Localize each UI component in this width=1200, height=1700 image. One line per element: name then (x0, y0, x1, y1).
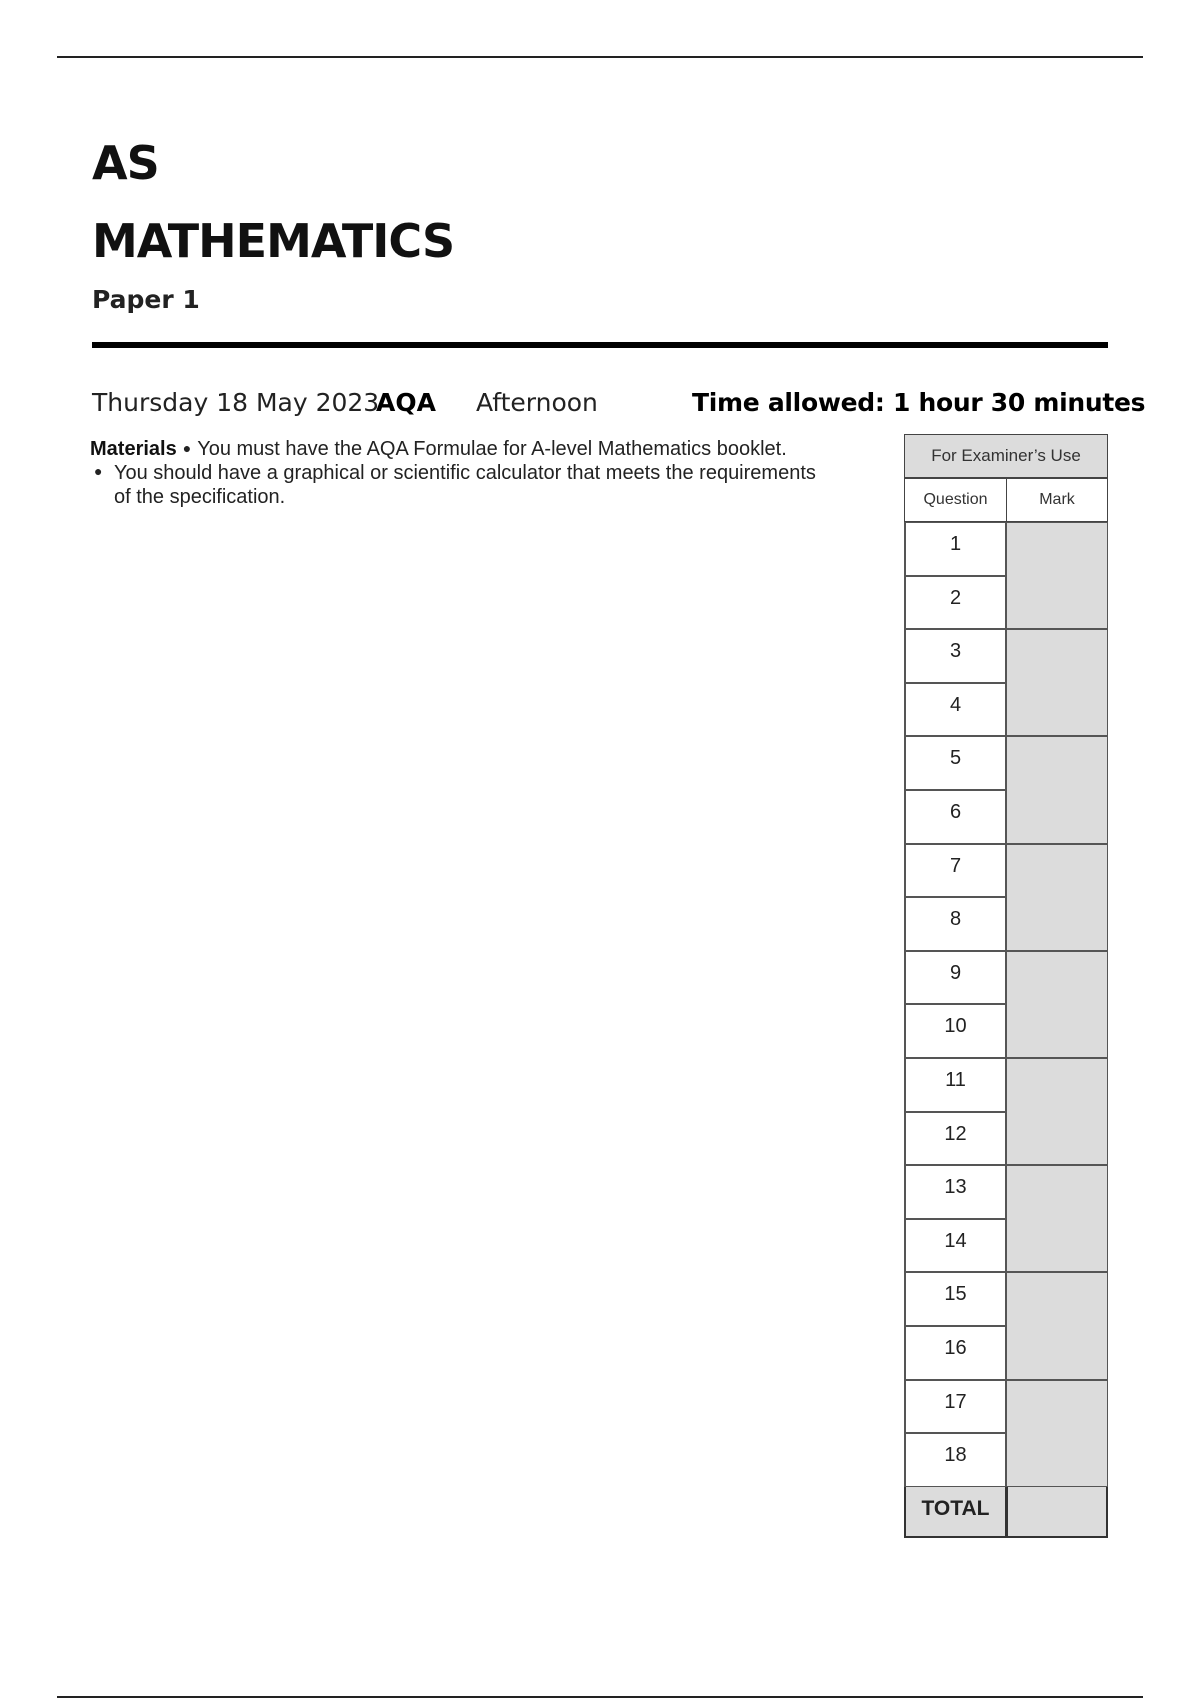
question-number: 3 (949, 640, 962, 663)
exam-session: Afternoon (476, 388, 598, 417)
title-divider (92, 342, 1108, 348)
question-number-cell (904, 1112, 1007, 1166)
question-number: 4 (949, 693, 962, 716)
bullet-icon: ● (94, 463, 103, 479)
materials-section (90, 436, 900, 509)
question-number-cell (904, 790, 1007, 844)
materials-item: You must have the AQA Formulae for A-level Mathematics booklet. (197, 438, 787, 460)
question-number: 18 (944, 1444, 967, 1467)
top-rule (57, 56, 1143, 58)
question-number: 15 (944, 1283, 967, 1306)
mark-cell[interactable] (1006, 951, 1108, 1058)
total-label (904, 1484, 1007, 1538)
question-number: 1 (949, 533, 962, 555)
question-number-cell (904, 951, 1007, 1005)
mark-cell[interactable] (1006, 736, 1108, 843)
question-number-cell (904, 1058, 1007, 1112)
mark-cell[interactable] (1006, 1380, 1108, 1487)
question-number-cell (904, 576, 1007, 630)
question-number: 11 (945, 1069, 966, 1091)
question-number-cell (904, 1326, 1007, 1380)
question-number: 13 (944, 1176, 967, 1199)
question-number: 12 (944, 1122, 967, 1145)
qualification-level: AS (92, 136, 159, 190)
materials-line-1 (90, 436, 900, 461)
question-number-cell (904, 683, 1007, 737)
question-number-cell (904, 844, 1007, 898)
question-number-cell (904, 1380, 1007, 1434)
question-number-cell (904, 1433, 1007, 1487)
question-number-cell (904, 522, 1007, 576)
question-number: 9 (949, 961, 962, 984)
paper-title: Paper 1 (92, 285, 200, 314)
exam-board: AQA (376, 388, 436, 417)
total-mark-cell[interactable] (1006, 1484, 1108, 1538)
question-number: 2 (949, 586, 962, 609)
question-number-cell (904, 1004, 1007, 1058)
question-number: 16 (944, 1337, 967, 1359)
mark-cell[interactable] (1006, 1165, 1108, 1272)
exam-date: Thursday 18 May 2023 (92, 388, 380, 417)
question-column-header: Question (904, 478, 1007, 522)
mark-cell[interactable] (1006, 629, 1108, 736)
subject-title: MATHEMATICS (92, 214, 455, 268)
examiner-table-title: For Examiner’s Use (904, 434, 1108, 478)
question-number: 5 (949, 747, 962, 770)
materials-label: Materials (90, 438, 177, 460)
question-number-cell (904, 629, 1007, 683)
question-number: 8 (949, 908, 962, 931)
question-number-cell (904, 736, 1007, 790)
question-number-cell (904, 897, 1007, 951)
question-number-cell (904, 1272, 1007, 1326)
question-number: 7 (949, 854, 962, 877)
materials-line-3 (90, 485, 900, 509)
time-allowed: Time allowed: 1 hour 30 minutes (692, 388, 1146, 417)
question-number-cell (904, 1219, 1007, 1273)
mark-cell[interactable] (1006, 1272, 1108, 1379)
materials-item: You should have a graphical or scientific calculator that meets the requirements (114, 462, 816, 484)
question-number: 10 (944, 1015, 967, 1038)
mark-cell[interactable] (1006, 522, 1108, 629)
question-number-cell (904, 1165, 1007, 1219)
mark-column-header: Mark (1006, 478, 1108, 522)
question-number: 6 (949, 801, 962, 823)
bottom-rule (57, 1696, 1143, 1698)
bullet-icon: ● (182, 440, 192, 456)
question-number: 17 (944, 1390, 967, 1413)
mark-cell[interactable] (1006, 1058, 1108, 1165)
mark-cell[interactable] (1006, 844, 1108, 951)
total-label-text: TOTAL (921, 1497, 990, 1520)
materials-item: of the specification. (114, 486, 286, 508)
question-number: 14 (944, 1229, 967, 1252)
materials-line-2 (90, 461, 900, 485)
